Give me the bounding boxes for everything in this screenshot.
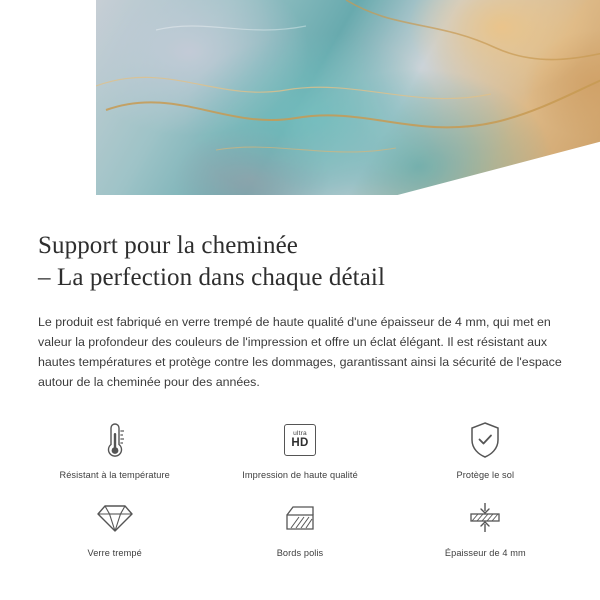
feature-item	[393, 496, 578, 560]
feature-label: Protège le sol	[456, 470, 515, 481]
feature-label: Impression de haute qualité	[242, 470, 358, 481]
content-block	[0, 218, 600, 414]
ultra-hd-badge-icon	[284, 418, 316, 462]
badge-top-text: ultra	[293, 430, 307, 438]
feature-label: Bords polis	[276, 548, 324, 559]
feature-item	[22, 496, 207, 560]
body-paragraph: Le produit est fabriqué en verre trempé de haute qualité d'une épaisseur de 4 mm, qui met en valeur la profondeur des couleurs de l'impression et offre un éclat élégant. Il est résistant aux hautes températures et protège contre les dommages, garantissant ainsi la sécurité de l'espace autour de la cheminée pour des années.	[38, 315, 562, 390]
glass-panel-artwork	[96, 0, 600, 195]
sparkle-icon	[498, 170, 528, 200]
feature-item	[393, 418, 578, 482]
bottom-spacer	[0, 560, 600, 600]
feature-item	[207, 496, 392, 560]
thickness-arrows-icon	[467, 496, 503, 540]
page-title	[38, 230, 562, 294]
shield-check-icon	[469, 418, 501, 462]
hero-image	[0, 0, 600, 218]
features-grid	[0, 414, 600, 560]
badge-bottom-text: HD	[291, 436, 309, 449]
feature-item	[207, 418, 392, 482]
feature-item	[22, 418, 207, 482]
headline-line-1: Support pour la cheminée	[38, 232, 298, 259]
sparkle-icon	[524, 184, 542, 202]
feature-label: Verre trempé	[87, 548, 142, 559]
headline-line-2: – La perfection dans chaque détail	[38, 264, 385, 291]
polished-edge-icon	[283, 496, 317, 540]
feature-label: Résistant à la température	[59, 470, 170, 481]
diamond-icon	[96, 496, 134, 540]
thermometer-icon	[103, 418, 127, 462]
feature-label: Épaisseur de 4 mm	[444, 548, 526, 559]
